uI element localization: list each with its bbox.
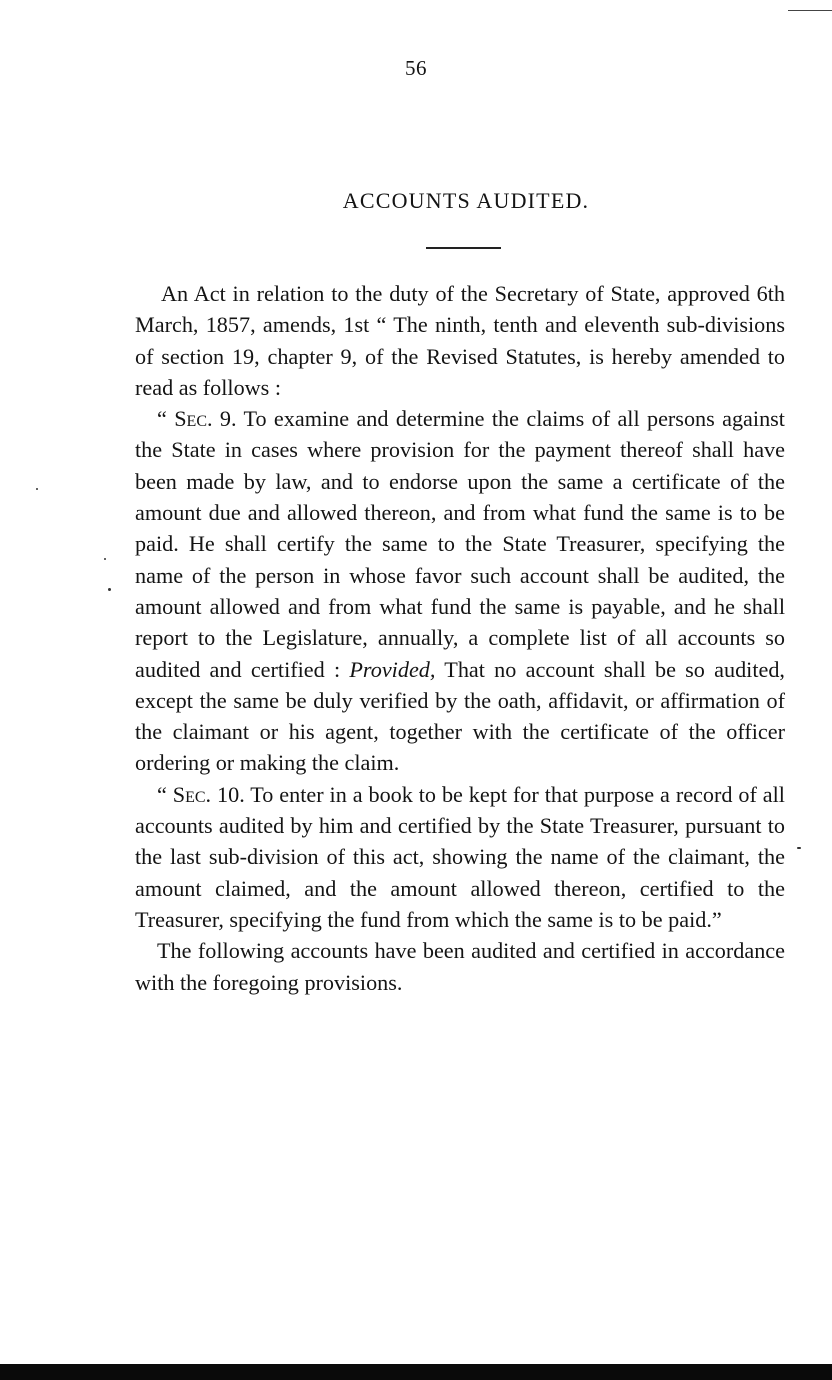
page-title: ACCOUNTS AUDITED. [342,188,590,213]
scan-speck [36,488,38,490]
section-10-paragraph [135,779,785,935]
act-introduction-paragraph: An Act in relation to the duty of the Secretary of State, approved 6th March, 1857, amends, 1st “ The ninth, tenth and eleventh sub-divisions of section 19, chapter 9, of the Revised Statutes, is hereby amended to read as follows : [135,281,785,400]
section-9-paragraph [135,403,785,779]
section-9-label: Sec. 9. [174,406,237,432]
section-10-text: To enter in a book to be kept for that purpose a record of all accounts audited by him and certified by the State Treasurer, pursuant to the last sub-division of this act, showing the name of the claimant, the amount claimed, and the amount allowed thereon, certified to the Treasurer, specifying the fund from which the same is to be paid.” [135,781,785,932]
scan-speck [108,588,111,591]
scan-speck [104,558,106,560]
title-divider [426,247,501,249]
document-body [135,278,785,998]
closing-paragraph: The following accounts have been audited and certified in accordance with the foregoing provisions. [135,938,785,995]
section-10-open-quote: “ [157,781,173,807]
scan-speck [797,847,801,849]
section-9-text: To examine and determine the claims of all persons against the State in cases where provision for the payment thereof shall have been made by law, and to endorse upon the same a certificate of the amount due and allowed thereon, and from what fund the same is to be paid. He shall certify the same to the State Treasurer, specifying the name of the person in whose favor such account shall be audited, the amount allowed and from what fund the same is payable, and he shall report to the Legislature, annually, a complete list of all accounts so audited and certified : [135,406,785,682]
section-9-proviso-text: That no account shall be so audited, except the same be duly verified by the oath, affidavit, or affirmation of the claimant or his agent, together with the certificate of the officer ordering or making the claim. [135,656,785,776]
scan-corner-mark [788,0,832,11]
provided-clause-word: Provided, [349,656,436,682]
section-10-label: Sec. 10. [172,781,245,807]
section-9-open-quote: “ [157,406,175,432]
scan-bottom-edge [0,1364,832,1380]
page-number: 56 [405,56,427,80]
